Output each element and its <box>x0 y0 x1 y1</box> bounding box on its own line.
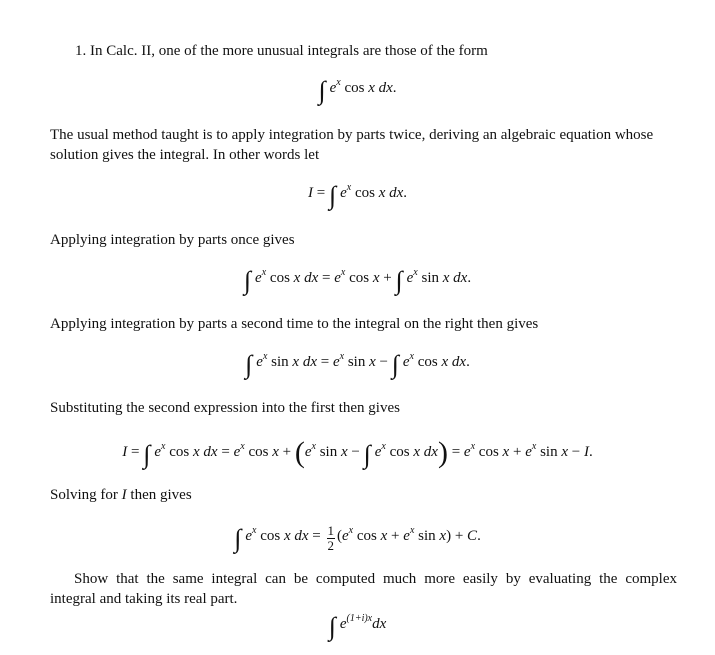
equation-integral-form: ∫ $e^x$ cos x dx. <box>318 76 397 105</box>
equation-solution: ∫ $e^x$ cos x dx = $\frac{1}{2}$ ($e^x$ $\cos x + e^x$ sin x) + C. <box>234 523 481 553</box>
paragraph-solve: Solving for I then gives <box>50 487 192 503</box>
paragraph-substitute: Substituting the second expression into the first then gives <box>50 400 400 416</box>
paragraph-method-line-2: solution gives the integral. In other words let <box>50 147 320 163</box>
paragraph-parts-twice: Applying integration by parts a second time to the integral on the right then gives <box>50 316 539 332</box>
intro-text: 1. In Calc. II, one of the more unusual integrals are those of the form <box>75 43 488 59</box>
paragraph-complex: Show that the same integral can be computed much more easily by evaluating the complex integral and taking its real part. <box>50 571 677 607</box>
fraction-one-half: $\frac{1}{2}$ <box>327 523 334 553</box>
equation-complex-integral: ∫ $e^{(1+i)x}dx$ <box>328 612 387 641</box>
equation-define-I: I = ∫ $e^x$ cos x dx. <box>307 181 408 210</box>
equation-parts-once: ∫ $e^x$ cos x dx = $e^x$ cos x + ∫ $e^x$ sin x dx. <box>243 266 472 295</box>
paragraph-method-line-1: The usual method taught is to apply integration by parts twice, deriving an algebraic equation whose <box>50 127 654 143</box>
paragraph-parts-once: Applying integration by parts once gives <box>50 232 295 248</box>
integral-sign: ∫ <box>318 76 326 105</box>
equation-substituted: I = ∫ $e^x$ cos x dx = $e^x$ $\cos x + (e^x$ sin x − ∫ $e^x$ cos x $dx) = e^x$ $\cos x + e^x$ sin x − I. <box>122 436 593 469</box>
equation-parts-twice: ∫ $e^x$ sin x dx = $e^x$ sin x − ∫ $e^x$ cos x dx. <box>245 350 470 379</box>
